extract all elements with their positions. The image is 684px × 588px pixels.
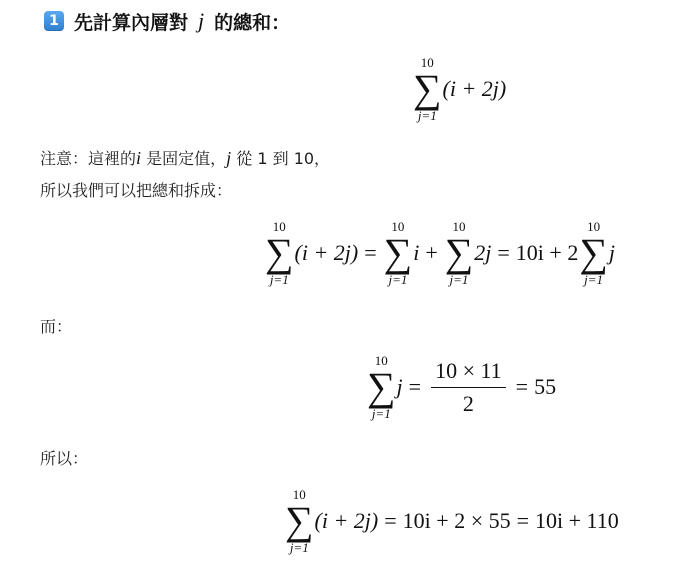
sigma-icon: ∑: [265, 230, 294, 275]
fraction: [431, 358, 506, 416]
fraction-denominator: 2: [462, 390, 474, 416]
sigma-icon: ∑: [444, 230, 474, 275]
er-paragraph: 而：: [40, 317, 73, 336]
keycap-number-icon: 1: [44, 11, 64, 31]
sum-upper-limit: 10: [272, 219, 286, 234]
equation-final: [284, 488, 619, 554]
sigma-icon: ∑: [285, 498, 314, 543]
equation-split-sum: [264, 220, 615, 286]
sum-upper-limit: 10: [452, 219, 466, 234]
sigma-icon: ∑: [367, 364, 396, 409]
note-var-j: j: [226, 148, 232, 168]
note-var-i: i: [136, 148, 142, 168]
rhs-expression-1: 10i + 2 × 55: [402, 508, 511, 533]
heading-suffix: 的總和：: [214, 11, 291, 34]
equals-sign: =: [384, 508, 397, 533]
sum-lower-limit: j=1: [584, 272, 604, 287]
sum-body: (i + 2j): [314, 508, 379, 533]
sum-upper-limit: 10: [391, 219, 405, 234]
sum-var-j: j: [396, 374, 403, 399]
sum-upper-limit: 10: [292, 487, 306, 502]
summation: [413, 56, 442, 122]
equation-inner-sum: [412, 56, 506, 122]
term-2: i: [413, 240, 420, 265]
heading-text: 先計算內層對: [74, 11, 189, 34]
equals-sign: =: [497, 240, 510, 265]
split-paragraph: 所以我們可以把總和拆成：: [40, 181, 233, 200]
fraction-numerator: 10 × 11: [431, 358, 506, 387]
coefficient-term: 10i + 2: [515, 240, 579, 265]
sigma-icon: ∑: [383, 230, 413, 275]
term-4: j: [608, 240, 615, 265]
sigma-icon: ∑: [579, 230, 608, 275]
note-suffix: 從 1 到 10，: [236, 149, 331, 168]
section-heading: [44, 6, 290, 36]
equals-sign: =: [515, 374, 529, 399]
summation: [285, 488, 314, 554]
sum-upper-limit: 10: [374, 353, 388, 368]
rhs-expression-2: 10i + 110: [535, 508, 619, 533]
heading-var-j: j: [198, 8, 205, 33]
note-middle: 是固定值，: [146, 149, 227, 168]
sum-lower-limit: j=1: [388, 272, 408, 287]
summation: [367, 354, 396, 420]
summation: [384, 220, 413, 286]
note-prefix: 注意：這裡的: [40, 149, 137, 168]
sum-lower-limit: j=1: [269, 272, 289, 287]
suoyi-paragraph: 所以：: [40, 449, 89, 468]
sum-lower-limit: j=1: [289, 540, 309, 555]
equals-sign: =: [408, 374, 422, 399]
sum-lower-limit: j=1: [449, 272, 469, 287]
term-3: 2j: [474, 240, 492, 265]
sum-upper-limit: 10: [587, 219, 601, 234]
summation: [265, 220, 294, 286]
summation: [579, 220, 608, 286]
sum-lower-limit: j=1: [417, 108, 437, 123]
note-paragraph: [40, 146, 330, 169]
equals-sign: =: [364, 240, 377, 265]
sigma-icon: ∑: [413, 66, 442, 111]
sum-lower-limit: j=1: [371, 406, 391, 421]
sum-upper-limit: 10: [420, 55, 434, 70]
sum-result: 55: [534, 374, 557, 399]
plus-sign: +: [425, 240, 438, 265]
equation-sum-of-j: [366, 354, 556, 420]
equals-sign: =: [516, 508, 530, 533]
sum-body: (i + 2j): [442, 76, 507, 101]
summation: [445, 220, 474, 286]
term-1: (i + 2j): [294, 240, 359, 265]
